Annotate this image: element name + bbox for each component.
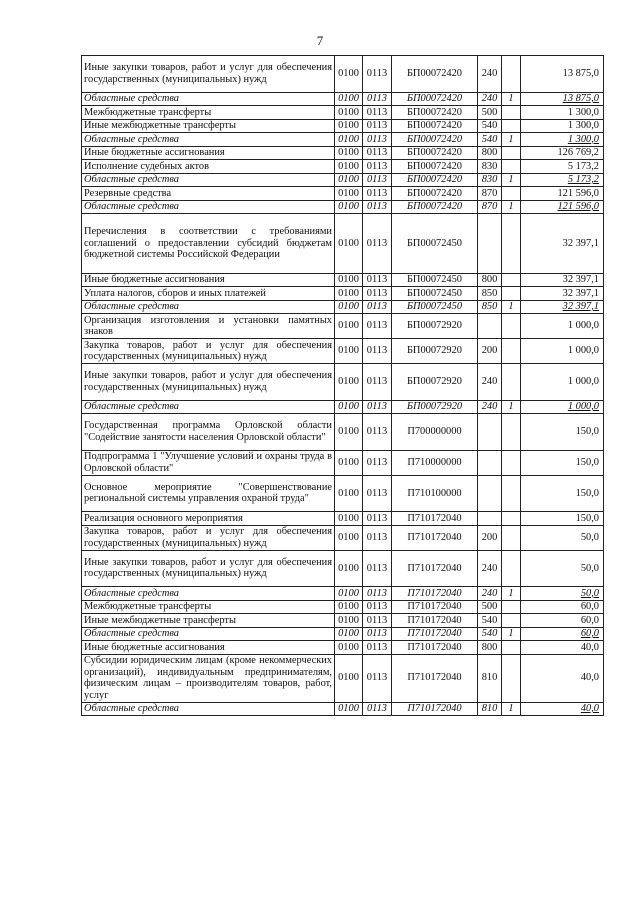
amount: 50,0	[521, 550, 604, 587]
amount: 1 000,0	[521, 364, 604, 401]
amount: 60,0	[521, 614, 604, 628]
table-row	[82, 475, 604, 512]
section-code: 0100	[335, 106, 363, 120]
section-code: 0100	[335, 414, 363, 451]
subsection-code: 0113	[363, 627, 392, 641]
budget-item-name: Подпрограмма 1 "Улучшение условий и охраны труда в Орловской области"	[82, 450, 335, 475]
table-row	[82, 187, 604, 201]
budget-table	[81, 55, 604, 716]
subsection-code: 0113	[363, 414, 392, 451]
subsection-code: 0113	[363, 550, 392, 587]
section-code: 0100	[335, 314, 363, 339]
budget-item-name: Иные межбюджетные трансферты	[82, 119, 335, 133]
expense-type-code: 870	[478, 200, 502, 214]
budget-item-name: Закупка товаров, работ и услуг для обеспечения государственных (муниципальных) нужд	[82, 339, 335, 364]
section-code: 0100	[335, 56, 363, 93]
table-row	[82, 627, 604, 641]
amount: 150,0	[521, 414, 604, 451]
table-row	[82, 600, 604, 614]
section-code: 0100	[335, 214, 363, 274]
expense-type-code	[478, 512, 502, 526]
target-article-code: П710172040	[392, 587, 478, 601]
table-row	[82, 133, 604, 147]
budget-item-name: Перечисления в соответствии с требованиями соглашений о предоставлении субсидий бюджетам бюджетной системы Российской Федерации	[82, 214, 335, 274]
section-code: 0100	[335, 133, 363, 147]
budget-item-name: Резервные средства	[82, 187, 335, 201]
table-row	[82, 106, 604, 120]
subsection-code: 0113	[363, 512, 392, 526]
funding-source-code	[502, 525, 521, 550]
amount: 1 000,0	[521, 314, 604, 339]
table-row	[82, 587, 604, 601]
subsection-code: 0113	[363, 475, 392, 512]
table-row	[82, 56, 604, 93]
expense-type-code: 240	[478, 587, 502, 601]
budget-item-name: Областные средства	[82, 627, 335, 641]
subsection-code: 0113	[363, 106, 392, 120]
budget-item-name: Уплата налогов, сборов и иных платежей	[82, 287, 335, 301]
budget-item-name: Областные средства	[82, 133, 335, 147]
target-article-code: П710100000	[392, 475, 478, 512]
expense-type-code: 500	[478, 106, 502, 120]
section-code: 0100	[335, 654, 363, 702]
table-row	[82, 450, 604, 475]
amount: 32 397,1	[521, 287, 604, 301]
expense-type-code	[478, 314, 502, 339]
expense-type-code: 240	[478, 92, 502, 106]
amount: 121 596,0	[521, 200, 604, 214]
table-row	[82, 525, 604, 550]
section-code: 0100	[335, 300, 363, 314]
subsection-code: 0113	[363, 273, 392, 287]
subsection-code: 0113	[363, 339, 392, 364]
funding-source-code: 1	[502, 702, 521, 716]
amount: 1 000,0	[521, 400, 604, 414]
target-article-code: П710172040	[392, 627, 478, 641]
budget-item-name: Иные закупки товаров, работ и услуг для обеспечения государственных (муниципальных) нужд	[82, 364, 335, 401]
section-code: 0100	[335, 550, 363, 587]
expense-type-code: 540	[478, 119, 502, 133]
expense-type-code: 850	[478, 300, 502, 314]
target-article-code: БП00072450	[392, 287, 478, 301]
section-code: 0100	[335, 587, 363, 601]
expense-type-code: 850	[478, 287, 502, 301]
target-article-code: БП00072420	[392, 92, 478, 106]
target-article-code: БП00072920	[392, 364, 478, 401]
budget-item-name: Межбюджетные трансферты	[82, 600, 335, 614]
target-article-code: БП00072420	[392, 119, 478, 133]
section-code: 0100	[335, 600, 363, 614]
section-code: 0100	[335, 450, 363, 475]
funding-source-code	[502, 214, 521, 274]
section-code: 0100	[335, 200, 363, 214]
target-article-code: БП00072450	[392, 214, 478, 274]
amount: 150,0	[521, 475, 604, 512]
budget-item-name: Областные средства	[82, 400, 335, 414]
subsection-code: 0113	[363, 587, 392, 601]
expense-type-code: 830	[478, 173, 502, 187]
subsection-code: 0113	[363, 187, 392, 201]
amount: 32 397,1	[521, 300, 604, 314]
budget-item-name: Организация изготовления и установки памятных знаков	[82, 314, 335, 339]
subsection-code: 0113	[363, 214, 392, 274]
section-code: 0100	[335, 525, 363, 550]
funding-source-code	[502, 475, 521, 512]
funding-source-code: 1	[502, 200, 521, 214]
table-row	[82, 173, 604, 187]
section-code: 0100	[335, 641, 363, 655]
subsection-code: 0113	[363, 92, 392, 106]
funding-source-code	[502, 287, 521, 301]
table-row	[82, 339, 604, 364]
funding-source-code: 1	[502, 300, 521, 314]
expense-type-code: 240	[478, 550, 502, 587]
target-article-code: П710172040	[392, 641, 478, 655]
target-article-code: П710172040	[392, 614, 478, 628]
expense-type-code: 800	[478, 273, 502, 287]
funding-source-code	[502, 364, 521, 401]
amount: 121 596,0	[521, 187, 604, 201]
expense-type-code	[478, 414, 502, 451]
section-code: 0100	[335, 92, 363, 106]
budget-table-body	[82, 56, 604, 716]
expense-type-code: 540	[478, 627, 502, 641]
section-code: 0100	[335, 627, 363, 641]
amount: 40,0	[521, 654, 604, 702]
budget-item-name: Иные закупки товаров, работ и услуг для обеспечения государственных (муниципальных) нужд	[82, 56, 335, 93]
funding-source-code	[502, 614, 521, 628]
funding-source-code	[502, 339, 521, 364]
budget-item-name: Межбюджетные трансферты	[82, 106, 335, 120]
amount: 5 173,2	[521, 160, 604, 174]
subsection-code: 0113	[363, 364, 392, 401]
amount: 150,0	[521, 450, 604, 475]
subsection-code: 0113	[363, 702, 392, 716]
expense-type-code	[478, 450, 502, 475]
section-code: 0100	[335, 287, 363, 301]
expense-type-code: 240	[478, 400, 502, 414]
target-article-code: П710172040	[392, 512, 478, 526]
subsection-code: 0113	[363, 200, 392, 214]
target-article-code: БП00072920	[392, 314, 478, 339]
table-row	[82, 614, 604, 628]
target-article-code: П710172040	[392, 702, 478, 716]
budget-item-name: Иные бюджетные ассигнования	[82, 146, 335, 160]
amount: 1 300,0	[521, 133, 604, 147]
amount: 60,0	[521, 600, 604, 614]
amount: 126 769,2	[521, 146, 604, 160]
expense-type-code: 240	[478, 56, 502, 93]
target-article-code: БП00072420	[392, 173, 478, 187]
expense-type-code: 810	[478, 702, 502, 716]
target-article-code: БП00072920	[392, 339, 478, 364]
subsection-code: 0113	[363, 146, 392, 160]
amount: 1 000,0	[521, 339, 604, 364]
amount: 150,0	[521, 512, 604, 526]
expense-type-code: 500	[478, 600, 502, 614]
budget-item-name: Исполнение судебных актов	[82, 160, 335, 174]
page-number: 7	[316, 33, 324, 48]
section-code: 0100	[335, 160, 363, 174]
target-article-code: П710000000	[392, 450, 478, 475]
table-row	[82, 300, 604, 314]
table-row	[82, 314, 604, 339]
expense-type-code: 800	[478, 146, 502, 160]
funding-source-code	[502, 119, 521, 133]
funding-source-code: 1	[502, 133, 521, 147]
section-code: 0100	[335, 475, 363, 512]
expense-type-code	[478, 214, 502, 274]
funding-source-code	[502, 550, 521, 587]
target-article-code: П710172040	[392, 654, 478, 702]
budget-item-name: Закупка товаров, работ и услуг для обеспечения государственных (муниципальных) нужд	[82, 525, 335, 550]
table-row	[82, 200, 604, 214]
budget-item-name: Областные средства	[82, 200, 335, 214]
subsection-code: 0113	[363, 314, 392, 339]
funding-source-code: 1	[502, 92, 521, 106]
expense-type-code	[478, 475, 502, 512]
subsection-code: 0113	[363, 287, 392, 301]
budget-item-name: Областные средства	[82, 587, 335, 601]
subsection-code: 0113	[363, 133, 392, 147]
subsection-code: 0113	[363, 119, 392, 133]
target-article-code: П710172040	[392, 550, 478, 587]
amount: 40,0	[521, 641, 604, 655]
subsection-code: 0113	[363, 641, 392, 655]
funding-source-code	[502, 654, 521, 702]
target-article-code: БП00072420	[392, 56, 478, 93]
target-article-code: БП00072420	[392, 187, 478, 201]
target-article-code: БП00072450	[392, 300, 478, 314]
amount: 13 875,0	[521, 92, 604, 106]
target-article-code: БП00072920	[392, 400, 478, 414]
subsection-code: 0113	[363, 300, 392, 314]
expense-type-code: 540	[478, 133, 502, 147]
budget-item-name: Областные средства	[82, 702, 335, 716]
budget-item-name: Субсидии юридическим лицам (кроме некоммерческих организаций), индивидуальным предпринимателям, физическим лицам – производителям товаров, работ, услуг	[82, 654, 335, 702]
subsection-code: 0113	[363, 160, 392, 174]
section-code: 0100	[335, 273, 363, 287]
amount: 5 173,2	[521, 173, 604, 187]
funding-source-code: 1	[502, 627, 521, 641]
table-row	[82, 414, 604, 451]
target-article-code: БП00072420	[392, 146, 478, 160]
expense-type-code: 800	[478, 641, 502, 655]
subsection-code: 0113	[363, 56, 392, 93]
amount: 60,0	[521, 627, 604, 641]
target-article-code: П710172040	[392, 525, 478, 550]
budget-item-name: Иные закупки товаров, работ и услуг для обеспечения государственных (муниципальных) нужд	[82, 550, 335, 587]
section-code: 0100	[335, 364, 363, 401]
expense-type-code: 200	[478, 339, 502, 364]
expense-type-code: 540	[478, 614, 502, 628]
budget-item-name: Областные средства	[82, 300, 335, 314]
target-article-code: БП00072420	[392, 106, 478, 120]
funding-source-code	[502, 314, 521, 339]
table-row	[82, 273, 604, 287]
section-code: 0100	[335, 187, 363, 201]
table-row	[82, 287, 604, 301]
target-article-code: БП00072420	[392, 200, 478, 214]
amount: 1 300,0	[521, 106, 604, 120]
target-article-code: БП00072420	[392, 160, 478, 174]
table-row	[82, 214, 604, 274]
budget-item-name: Областные средства	[82, 173, 335, 187]
subsection-code: 0113	[363, 173, 392, 187]
expense-type-code: 810	[478, 654, 502, 702]
target-article-code: П710172040	[392, 600, 478, 614]
section-code: 0100	[335, 119, 363, 133]
subsection-code: 0113	[363, 614, 392, 628]
funding-source-code	[502, 56, 521, 93]
amount: 1 300,0	[521, 119, 604, 133]
budget-item-name: Областные средства	[82, 92, 335, 106]
amount: 32 397,1	[521, 214, 604, 274]
subsection-code: 0113	[363, 600, 392, 614]
funding-source-code	[502, 160, 521, 174]
budget-item-name: Государственная программа Орловской области "Содействие занятости населения Орловской области"	[82, 414, 335, 451]
table-row	[82, 512, 604, 526]
section-code: 0100	[335, 512, 363, 526]
funding-source-code: 1	[502, 587, 521, 601]
funding-source-code: 1	[502, 173, 521, 187]
amount: 50,0	[521, 525, 604, 550]
funding-source-code	[502, 106, 521, 120]
funding-source-code: 1	[502, 400, 521, 414]
budget-item-name: Реализация основного мероприятия	[82, 512, 335, 526]
budget-item-name: Иные межбюджетные трансферты	[82, 614, 335, 628]
funding-source-code	[502, 146, 521, 160]
table-row	[82, 119, 604, 133]
funding-source-code	[502, 414, 521, 451]
amount: 32 397,1	[521, 273, 604, 287]
table-row	[82, 400, 604, 414]
section-code: 0100	[335, 173, 363, 187]
subsection-code: 0113	[363, 400, 392, 414]
funding-source-code	[502, 273, 521, 287]
target-article-code: БП00072420	[392, 133, 478, 147]
table-row	[82, 702, 604, 716]
expense-type-code: 200	[478, 525, 502, 550]
expense-type-code: 830	[478, 160, 502, 174]
target-article-code: БП00072450	[392, 273, 478, 287]
section-code: 0100	[335, 400, 363, 414]
section-code: 0100	[335, 614, 363, 628]
funding-source-code	[502, 641, 521, 655]
funding-source-code	[502, 450, 521, 475]
amount: 40,0	[521, 702, 604, 716]
amount: 50,0	[521, 587, 604, 601]
table-row	[82, 364, 604, 401]
section-code: 0100	[335, 146, 363, 160]
table-row	[82, 92, 604, 106]
subsection-code: 0113	[363, 450, 392, 475]
budget-item-name: Основное мероприятие "Совершенствование региональной системы управления охраной труда"	[82, 475, 335, 512]
table-row	[82, 654, 604, 702]
expense-type-code: 870	[478, 187, 502, 201]
funding-source-code	[502, 600, 521, 614]
target-article-code: П700000000	[392, 414, 478, 451]
table-row	[82, 641, 604, 655]
budget-item-name: Иные бюджетные ассигнования	[82, 641, 335, 655]
funding-source-code	[502, 187, 521, 201]
table-row	[82, 160, 604, 174]
table-row	[82, 146, 604, 160]
subsection-code: 0113	[363, 654, 392, 702]
subsection-code: 0113	[363, 525, 392, 550]
section-code: 0100	[335, 339, 363, 364]
budget-item-name: Иные бюджетные ассигнования	[82, 273, 335, 287]
table-row	[82, 550, 604, 587]
amount: 13 875,0	[521, 56, 604, 93]
expense-type-code: 240	[478, 364, 502, 401]
section-code: 0100	[335, 702, 363, 716]
funding-source-code	[502, 512, 521, 526]
